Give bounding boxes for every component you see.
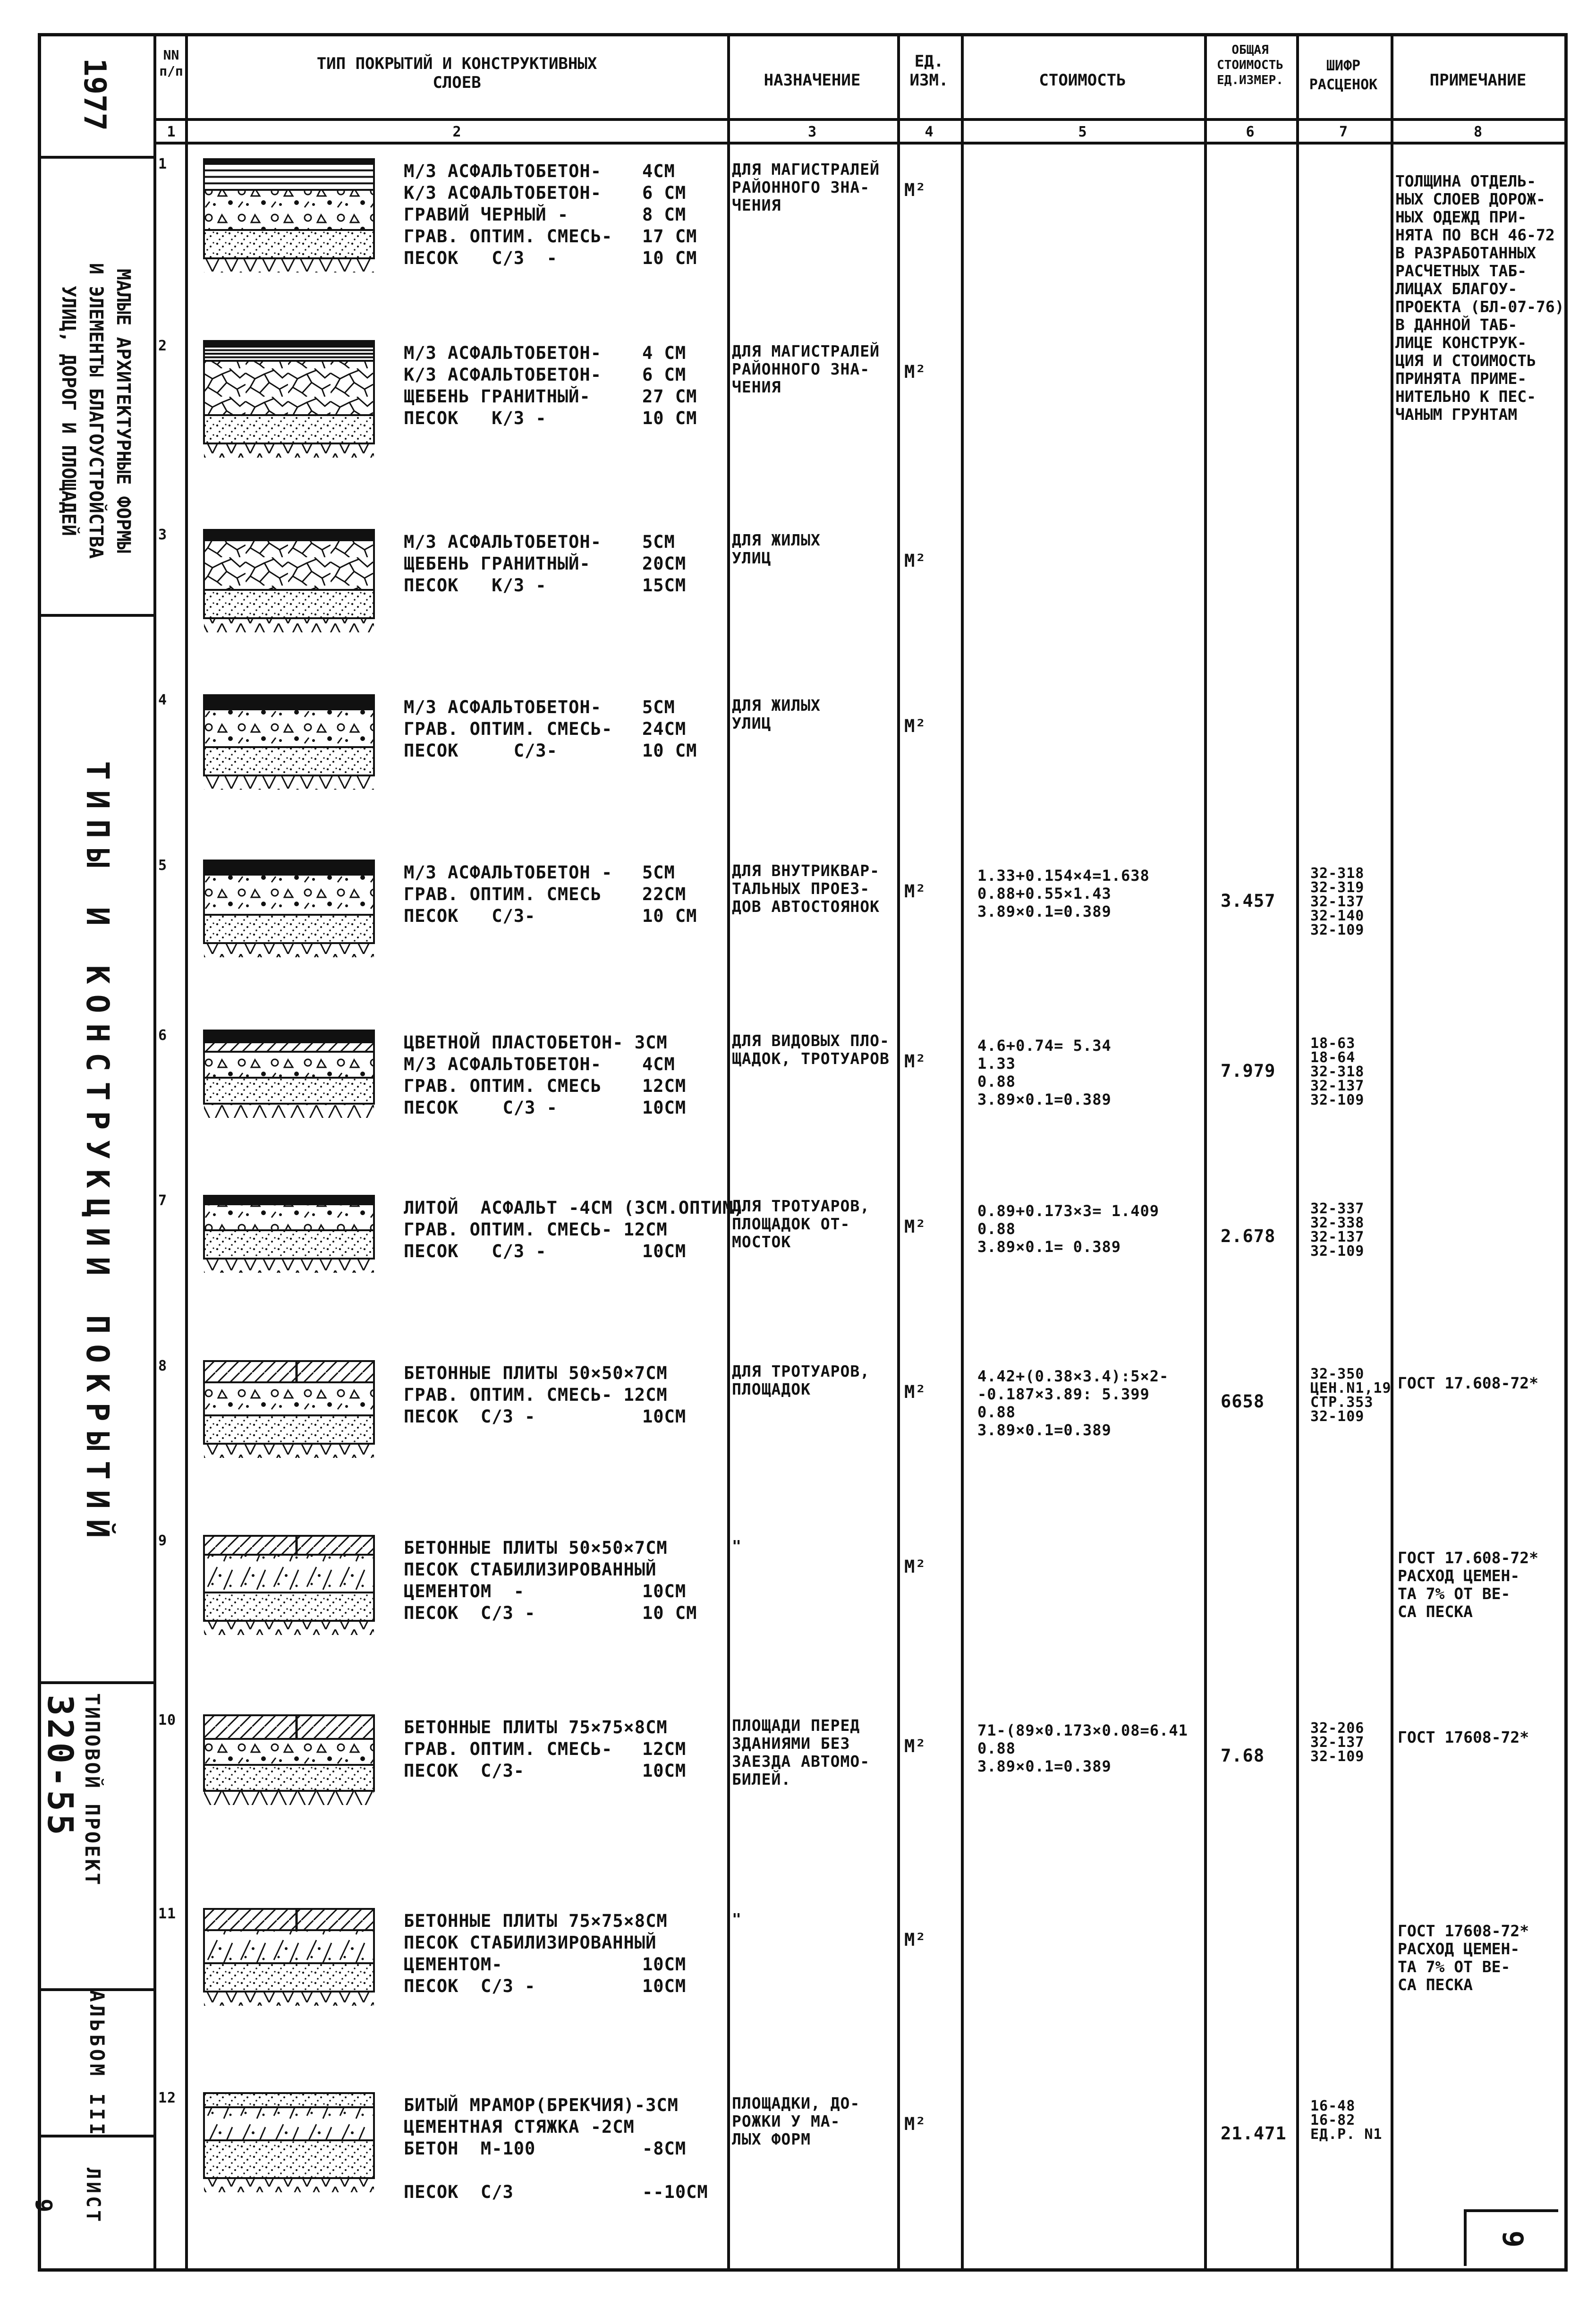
price-cipher: 18-63 18-64 32-318 32-137 32-109 (1310, 1035, 1365, 1108)
layer-thickness: 10СМ (642, 1241, 687, 1261)
row-number: 1 (158, 156, 168, 172)
purpose: ДЛЯ ЖИЛЫХ УЛИЦ (732, 531, 821, 567)
layers-description: М/З АСФАЛЬТОБЕТОН- ГРАВ. ОПТИМ. СМЕСЬ- ПЕСОК С/З- (404, 697, 613, 761)
title-block-divider (153, 33, 156, 2272)
purpose: ДЛЯ ТРОТУАРОВ, ПЛОЩАДОК (732, 1362, 870, 1398)
pavement-section-diagram (203, 1535, 378, 1691)
purpose: ПЛОЩАДИ ПЕРЕД ЗДАНИЯМИ БЕЗ ЗАЕЗДА АВТОМО- БИЛЕЙ. (732, 1716, 870, 1788)
pavement-section-diagram (203, 2092, 378, 2248)
row-note: ГОСТ 17608-72* (1398, 1728, 1529, 1746)
cost-calculation: 1.33+0.154×4=1.638 0.88+0.55×1.43 3.89×0.1=0.389 (977, 867, 1150, 920)
layer-thickness: 4 СМ 6 СМ 27 СМ 10 СМ (642, 343, 697, 428)
year: 1977 (77, 58, 112, 131)
total-cost: 21.471 (1221, 2123, 1287, 2144)
colnum-2: 2 (452, 124, 461, 140)
price-cipher: 32-337 32-338 32-137 32-109 (1310, 1201, 1365, 1260)
layer-thickness: 10СМ (642, 1406, 687, 1427)
row-number: 6 (158, 1027, 168, 1044)
row-number: 10 (158, 1712, 177, 1729)
album-label: АЛЬБОМ III (85, 1990, 109, 2138)
cost-calculation: 71-(89×0.173×0.08=6.41 0.88 3.89×0.1=0.389 (977, 1721, 1188, 1775)
cost-calculation: 0.89+0.173×3= 1.409 0.88 3.89×0.1= 0.389 (977, 1202, 1160, 1256)
colnum-4: 4 (925, 124, 934, 140)
unit: М² (904, 1736, 926, 1756)
unit: М² (904, 362, 926, 382)
purpose: ДЛЯ МАГИСТРАЛЕЙ РАЙОННОГО ЗНА- ЧЕНИЯ (732, 342, 880, 396)
unit: М² (904, 1382, 926, 1402)
unit: М² (904, 2114, 926, 2134)
unit: М² (904, 1051, 926, 1072)
total-cost: 3.457 (1221, 891, 1276, 911)
row-note: ГОСТ 17608-72* РАСХОД ЦЕМЕН- ТА 7% ОТ ВЕ- СА ПЕСКА (1398, 1922, 1529, 1994)
layer-thickness: 4СМ 12СМ 10СМ (642, 1054, 687, 1118)
row-note: ГОСТ 17.608-72* РАСХОД ЦЕМЕН- ТА 7% ОТ ВЕ- СА ПЕСКА (1398, 1549, 1539, 1621)
unit: М² (904, 1217, 926, 1237)
total-cost: 7.68 (1221, 1746, 1265, 1766)
total-cost: 7.979 (1221, 1061, 1276, 1081)
layers-description: БЕТОННЫЕ ПЛИТЫ 75×75×8СМ ГРАВ. ОПТИМ. СМЕСЬ- ПЕСОК С/З- (404, 1717, 668, 1781)
sheet-number: 9 (30, 2198, 57, 2213)
pavement-section-diagram (203, 158, 378, 314)
header-purpose: НАЗНАЧЕНИЕ (764, 71, 861, 90)
row-number: 8 (158, 1358, 168, 1374)
price-cipher: 16-48 16-82 ЕД.Р. N1 (1310, 2098, 1383, 2143)
unit: М² (904, 1930, 926, 1950)
row-number: 2 (158, 338, 168, 354)
price-cipher: 32-318 32-319 32-137 32-140 32-109 (1310, 865, 1365, 938)
project-number: 320-55 (40, 1694, 80, 1838)
unit: М² (904, 180, 926, 200)
pavement-section-diagram (203, 1195, 378, 1351)
header-num: NN п/п (159, 47, 183, 79)
layers-description: БИТЫЙ МРАМОР(БРЕКЧИЯ)-3СМ ЦЕМЕНТНАЯ СТЯЖКА -2СМ БЕТОН М-100 ПЕСОК С/З (404, 2095, 679, 2202)
pavement-section-diagram (203, 860, 378, 1015)
colnum-1: 1 (167, 124, 176, 140)
col-divider-1 (185, 33, 188, 2272)
total-cost: 6658 (1221, 1391, 1265, 1412)
unit: М² (904, 881, 926, 902)
header-note: ПРИМЕЧАНИЕ (1429, 71, 1527, 90)
col-divider-4 (961, 33, 964, 2272)
unit: М² (904, 716, 926, 736)
pavement-section-diagram (203, 1714, 378, 1870)
layer-thickness: 10СМ 10 СМ (642, 1581, 697, 1623)
layer-thickness: 12СМ 10СМ (642, 1739, 687, 1781)
col-divider-2 (727, 33, 730, 2272)
header-total: ОБЩАЯ СТОИМОСТЬ ЕД.ИЗМЕР. (1217, 43, 1283, 87)
header-unit: ЕД. ИЗМ. (909, 52, 949, 90)
price-cipher: 32-350 ЦЕН.N1,19 СТР.353 32-109 (1310, 1366, 1392, 1425)
pavement-section-diagram (203, 694, 378, 850)
cost-calculation: 4.42+(0.38×3.4):5×2- -0.187×3.89: 5.399 0.88 3.89×0.1=0.389 (977, 1367, 1169, 1439)
purpose: ДЛЯ ВНУТРИКВАР- ТАЛЬНЫХ ПРОЕЗ- ДОВ АВТОСТОЯНОК (732, 861, 880, 916)
layers-description: ЦВЕТНОЙ ПЛАСТОБЕТОН- 3СМ М/З АСФАЛЬТОБЕТОН- ГРАВ. ОПТИМ. СМЕСЬ ПЕСОК С/З - (404, 1032, 668, 1118)
layer-thickness: -8СМ --10СМ (642, 2138, 708, 2202)
layer-thickness: 5СМ 20СМ 15СМ (642, 532, 687, 596)
page-number: 9 (1496, 2230, 1529, 2248)
colnum-7: 7 (1339, 124, 1348, 140)
layers-description: БЕТОННЫЕ ПЛИТЫ 50×50×7СМ ПЕСОК СТАБИЛИЗИРОВАННЫЙ ЦЕМЕНТОМ - ПЕСОК С/З - (404, 1538, 668, 1623)
colnum-6: 6 (1246, 124, 1255, 140)
purpose: ДЛЯ МАГИСТРАЛЕЙ РАЙОННОГО ЗНА- ЧЕНИЯ (732, 160, 880, 214)
layers-description: М/З АСФАЛЬТОБЕТОН- К/З АСФАЛЬТОБЕТОН- ГРАВИЙ ЧЕРНЫЙ - ГРАВ. ОПТИМ. СМЕСЬ- ПЕСОК С/З - (404, 161, 613, 268)
layer-thickness: 5СМ 22СМ 10 СМ (642, 862, 697, 926)
purpose: ДЛЯ ЖИЛЫХ УЛИЦ (732, 696, 821, 732)
col-divider-5 (1204, 33, 1207, 2272)
cost-calculation: 4.6+0.74= 5.34 1.33 0.88 3.89×0.1=0.389 (977, 1037, 1112, 1108)
row-number: 3 (158, 527, 168, 543)
category-label: МАЛЫЕ АРХИТЕКТУРНЫЕ ФОРМЫ И ЭЛЕМЕНТЫ БЛАГОУСТРОЙСТВА УЛИЦ, ДОРОГ И ПЛОЩАДЕЙ (58, 263, 134, 559)
layers-description: М/З АСФАЛЬТОБЕТОН - ГРАВ. ОПТИМ. СМЕСЬ ПЕСОК С/З- (404, 862, 613, 926)
header-cost: СТОИМОСТЬ (1039, 71, 1126, 90)
pavement-section-diagram (203, 1908, 378, 2064)
header-bottom-line (153, 118, 1568, 121)
layers-description: М/З АСФАЛЬТОБЕТОН- ЩЕБЕНЬ ГРАНИТНЫЙ- ПЕСОК К/З - (404, 532, 602, 596)
colnum-8: 8 (1473, 124, 1483, 140)
row-number: 11 (158, 1906, 177, 1922)
col-divider-6 (1296, 33, 1299, 2272)
row-number: 4 (158, 692, 168, 708)
layer-thickness: 4СМ 6 СМ 8 СМ 17 СМ 10 СМ (642, 161, 697, 268)
colnum-5: 5 (1078, 124, 1087, 140)
pavement-section-diagram (203, 340, 378, 496)
pavement-section-diagram (203, 529, 378, 685)
header-type: ТИП ПОКРЫТИЙ И КОНСТРУКТИВНЫХ СЛОЕВ (316, 54, 597, 92)
purpose: ДЛЯ ТРОТУАРОВ, ПЛОЩАДОК ОТ- МОСТОК (732, 1197, 870, 1251)
colnum-3: 3 (807, 124, 817, 140)
unit: М² (904, 1557, 926, 1577)
layers-description: ЛИТОЙ АСФАЛЬТ -4СМ (3СМ.ОПТИМ) ГРАВ. ОПТИМ. СМЕСЬ- 12СМ ПЕСОК С/З - (404, 1198, 745, 1261)
row-number: 12 (158, 2090, 177, 2106)
unit: М² (904, 551, 926, 571)
col-divider-7 (1391, 33, 1393, 2272)
row-number: 9 (158, 1533, 168, 1549)
layer-thickness: 10СМ 10СМ (642, 1954, 687, 1996)
purpose: ПЛОЩАДКИ, ДО- РОЖКИ У МА- ЛЫХ ФОРМ (732, 2094, 860, 2148)
sheet-title: ТИПЫ И КОНСТРУКЦИИ ПОКРЫТИЙ (79, 761, 116, 1549)
col-divider-3 (897, 33, 900, 2272)
general-note: ТОЛЩИНА ОТДЕЛЬ- НЫХ СЛОЕВ ДОРОЖ- НЫХ ОДЕЖД ПРИ- НЯТА ПО ВСН 46-72 В РАЗРАБОТАННЫХ РАСЧЕТНЫХ ТАБ- ЛИЦАХ БЛАГОУ- ПРОЕКТА (БЛ-07-76) В ДАННОЙ ТАБ- ЛИЦЕ КОНСТРУК- ЦИЯ И СТОИМОСТЬ ПРИНЯТА ПРИМЕ- НИТЕЛЬНО К ПЕС- ЧАНЫМ ГРУНТАМ (1395, 172, 1564, 424)
page-number-box (1464, 2209, 1558, 2266)
layers-description: БЕТОННЫЕ ПЛИТЫ 75×75×8СМ ПЕСОК СТАБИЛИЗИРОВАННЫЙ ЦЕМЕНТОМ- ПЕСОК С/З - (404, 1911, 668, 1996)
row-number: 7 (158, 1192, 168, 1209)
header-cipher: ШИФР РАСЦЕНОК (1309, 58, 1378, 93)
total-cost: 2.678 (1221, 1226, 1276, 1246)
row-note: ГОСТ 17.608-72* (1398, 1374, 1539, 1392)
purpose: " (732, 1537, 742, 1555)
purpose: " (732, 1910, 742, 1928)
layer-thickness: 5СМ 24СМ 10 СМ (642, 697, 697, 761)
sheet-label: ЛИСТ (82, 2167, 104, 2225)
row-number: 5 (158, 857, 168, 874)
colnum-bottom-line (153, 142, 1568, 145)
pavement-section-diagram (203, 1360, 378, 1516)
purpose: ДЛЯ ВИДОВЫХ ПЛО- ЩАДОК, ТРОТУАРОВ (732, 1031, 890, 1068)
tb-line-1 (38, 156, 153, 159)
layers-description: М/З АСФАЛЬТОБЕТОН- К/З АСФАЛЬТОБЕТОН- ЩЕБЕНЬ ГРАНИТНЫЙ- ПЕСОК К/З - (404, 343, 602, 428)
pavement-section-diagram (203, 1030, 378, 1185)
layers-description: БЕТОННЫЕ ПЛИТЫ 50×50×7СМ ГРАВ. ОПТИМ. СМЕСЬ- 12СМ ПЕСОК С/З - (404, 1363, 668, 1427)
project-label: ТИПОВОЙ ПРОЕКТ (81, 1693, 104, 1887)
price-cipher: 32-206 32-137 32-109 (1310, 1720, 1365, 1765)
